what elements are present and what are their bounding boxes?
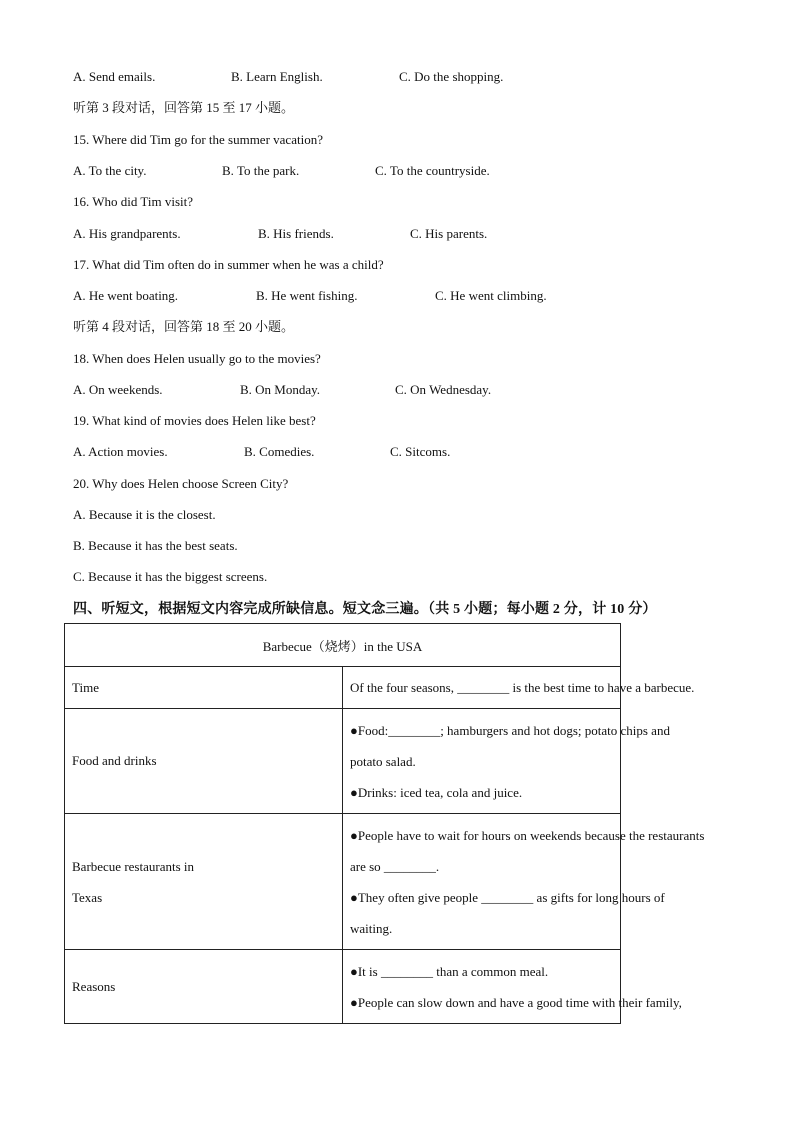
row-label-time: Time bbox=[65, 667, 343, 709]
section4-instruction: 听第 4 段对话，回答第 18 至 20 小题。 bbox=[73, 319, 295, 334]
part4-title: 四、听短文，根据短文内容完成所缺信息。短文念三遍。（共 5 小题；每小题 2 分，计 10 分） bbox=[73, 602, 657, 617]
cell-line: ●People have to wait for hours on weekends because the restaurants bbox=[350, 827, 705, 843]
q15-question: 15. Where did Tim go for the summer vacation? bbox=[73, 132, 323, 147]
label-line: Barbecue restaurants in bbox=[72, 858, 195, 874]
q14-option-b: B. Learn English. bbox=[231, 69, 323, 84]
q17-question: 17. What did Tim often do in summer when he was a child? bbox=[73, 257, 384, 272]
q19-option-c: C. Sitcoms. bbox=[390, 444, 451, 459]
q16-question: 16. Who did Tim visit? bbox=[73, 194, 194, 209]
cell-line: Of the four seasons, ________ is the best time to have a barbecue. bbox=[350, 680, 695, 695]
q20-option-a: A. Because it is the closest. bbox=[73, 507, 216, 522]
cell-line: ●Drinks: iced tea, cola and juice. bbox=[350, 784, 523, 800]
label-line: Texas bbox=[72, 889, 103, 905]
cell-line: are so ________. bbox=[350, 858, 440, 874]
cell-line: ●Food:________; hamburgers and hot dogs; potato chips and bbox=[350, 722, 670, 738]
table-title-row bbox=[65, 624, 621, 667]
table-row bbox=[65, 814, 621, 950]
q17-option-b: B. He went fishing. bbox=[256, 288, 358, 303]
barbecue-table bbox=[64, 623, 705, 1024]
row-label-reasons: Reasons bbox=[65, 950, 343, 1024]
q17-option-a: A. He went boating. bbox=[73, 288, 179, 303]
q18-question: 18. When does Helen usually go to the movies? bbox=[73, 351, 321, 366]
section3-instruction: 听第 3 段对话，回答第 15 至 17 小题。 bbox=[73, 100, 295, 115]
q16-option-b: B. His friends. bbox=[258, 226, 334, 241]
row-content-restaurants bbox=[343, 814, 705, 950]
q16-option-c: C. His parents. bbox=[410, 226, 488, 241]
q16-option-a: A. His grandparents. bbox=[73, 226, 181, 241]
cell-line: ●People can slow down and have a good time with their family, bbox=[350, 994, 682, 1010]
row-label-restaurants bbox=[65, 814, 343, 950]
q19-option-b: B. Comedies. bbox=[244, 444, 315, 459]
cell-line: potato salad. bbox=[350, 753, 416, 769]
table-title: Barbecue（烧烤）in the USA bbox=[65, 624, 621, 667]
q19-option-a: A. Action movies. bbox=[73, 444, 168, 459]
q18-option-b: B. On Monday. bbox=[240, 382, 321, 397]
q20-question: 20. Why does Helen choose Screen City? bbox=[73, 476, 289, 491]
q20-option-c: C. Because it has the biggest screens. bbox=[73, 569, 268, 584]
row-label-food: Food and drinks bbox=[65, 709, 343, 814]
cell-line: ●It is ________ than a common meal. bbox=[350, 963, 549, 979]
q14-option-c: C. Do the shopping. bbox=[399, 69, 504, 84]
q15-option-c: C. To the countryside. bbox=[375, 163, 490, 178]
q20-option-b: B. Because it has the best seats. bbox=[73, 538, 238, 553]
table-row bbox=[65, 950, 621, 1024]
q15-option-a: A. To the city. bbox=[73, 163, 147, 178]
table-row bbox=[65, 667, 621, 709]
q17-option-c: C. He went climbing. bbox=[435, 288, 547, 303]
row-content-reasons bbox=[343, 950, 682, 1024]
cell-line: waiting. bbox=[350, 920, 393, 936]
q19-question: 19. What kind of movies does Helen like best? bbox=[73, 413, 316, 428]
table-row bbox=[65, 709, 621, 814]
row-content-time bbox=[343, 667, 695, 709]
q15-option-b: B. To the park. bbox=[222, 163, 300, 178]
q18-option-a: A. On weekends. bbox=[73, 382, 163, 397]
cell-line: ●They often give people ________ as gifts for long hours of bbox=[350, 889, 665, 905]
q18-option-c: C. On Wednesday. bbox=[395, 382, 492, 397]
row-content-food bbox=[343, 709, 670, 814]
q14-option-a: A. Send emails. bbox=[73, 69, 156, 84]
